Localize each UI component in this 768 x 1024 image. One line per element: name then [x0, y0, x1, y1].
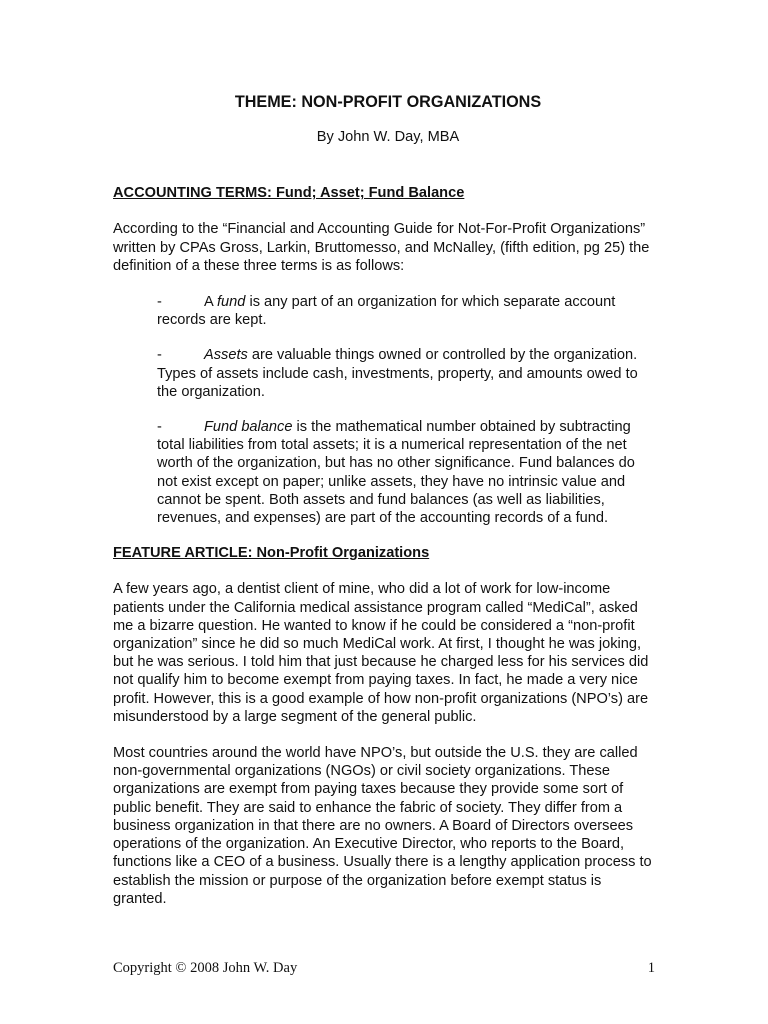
document-title: THEME: NON-PROFIT ORGANIZATIONS [234, 93, 542, 111]
author-byline: By John W. Day, MBA [316, 129, 460, 145]
intro-paragraph: According to the “Financial and Accounting Guide for Not-For-Profit Organizations” written by CPAs Gross, Larkin, Bruttomesso, and McNalley, (fifth edition, pg 25) the definition of a these three terms is as follows: [113, 221, 650, 274]
copyright-notice: Copyright © 2008 John W. Day [113, 960, 298, 976]
term-fund-balance: Fund balance [204, 419, 293, 436]
definition-text: is any part of an organization for which separate account records are kept. [157, 294, 616, 329]
article-paragraph: A few years ago, a dentist client of mine, who did a lot of work for low-income patients under the California medical assistance program called “MediCal”, asked me a bizarre question. He wanted to know if he could be considered a “non-profit organization” since he did so much MediCal work. At first, I thought he was joking, but he was serious. I told him that just because he charged less for his services did not qualify him to become exempt from paying taxes. In fact, he made a very nice profit. However, this is a good example of how non-profit organizations (NPO’s) are misunderstood by a large segment of the general public. [113, 581, 649, 725]
definition-prefix: A [204, 294, 217, 311]
definition-text: is the mathematical number obtained by subtracting total liabilities from total assets; it is a numerical representation of the net worth of the organization, but has no other significance. Fund balances do not exist except on paper; unlike assets, they have no intrinsic value and cannot be spent. Both assets and fund balances (as well as liabilities, revenues, and expenses) are part of the accounting records of a fund. [157, 419, 635, 527]
term-assets: Assets [204, 347, 248, 364]
definition-text: are valuable things owned or controlled by the organization. Types of assets include cash, investments, property, and amounts owed to the organization. [157, 347, 638, 400]
page-footer [113, 959, 655, 977]
article-paragraph: Most countries around the world have NPO’s, but outside the U.S. they are called non-governmental organizations (NGOs) or civil society organizations. These organizations are exempt from paying taxes because they provide some sort of public benefit. They are said to enhance the fabric of society. They differ from a business organization in that there are no owners. A Board of Directors oversees operations of the organization. An Executive Director, who reports to the Board, functions like a CEO of a business. Usually there is a lengthy application process to establish the mission or purpose of the organization before exempt status is granted. [113, 745, 652, 907]
bullet-dash: - [157, 419, 162, 436]
page-number: 1 [647, 960, 655, 976]
bullet-dash: - [157, 294, 162, 311]
section-heading-feature-article: FEATURE ARTICLE: Non-Profit Organizations [113, 545, 430, 562]
section-heading-accounting-terms: ACCOUNTING TERMS: Fund; Asset; Fund Balance [113, 185, 465, 202]
document-page [113, 92, 658, 926]
definition-fund [157, 293, 658, 329]
bullet-dash: - [157, 347, 162, 364]
definition-assets [157, 346, 658, 401]
definition-fund-balance [157, 418, 658, 527]
term-fund: fund [216, 294, 246, 311]
